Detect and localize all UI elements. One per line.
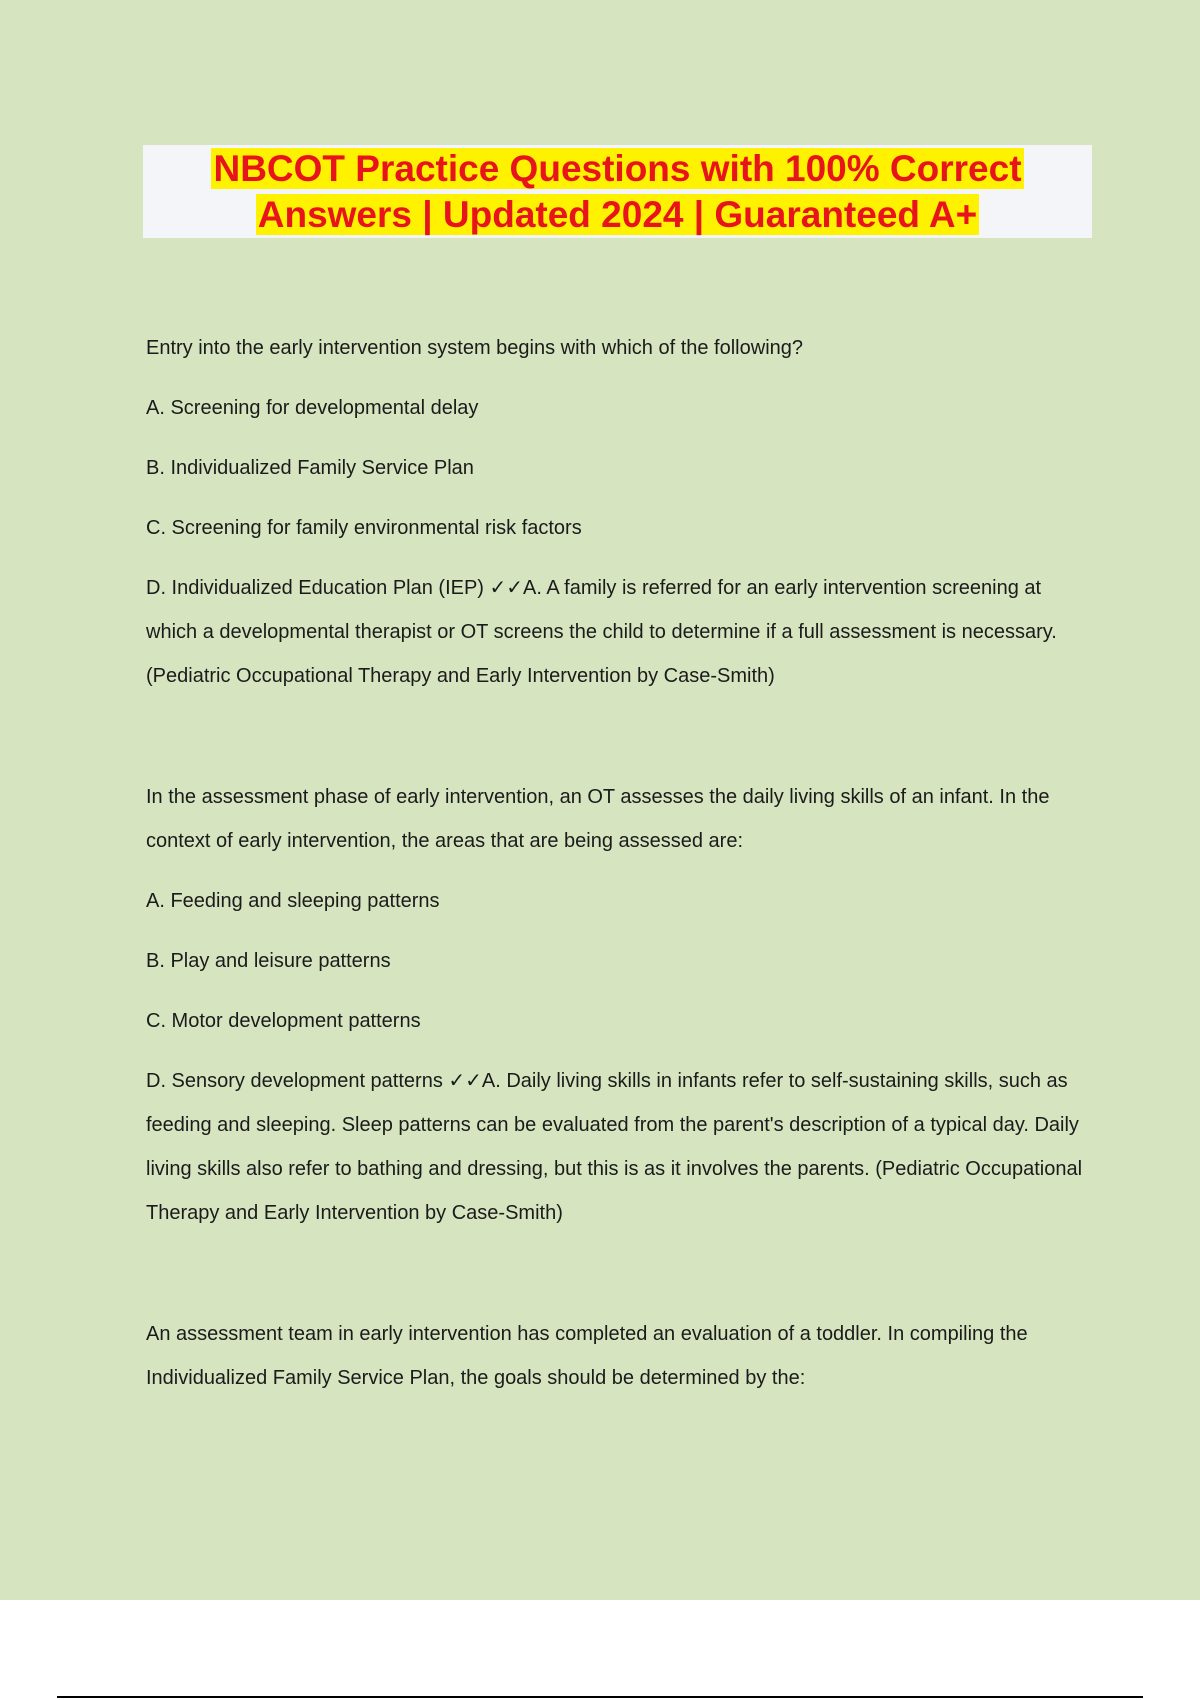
question-stem: Entry into the early intervention system begins with which of the following?	[146, 337, 804, 359]
question-stem: An assessment team in early intervention has completed an evaluation of a toddler. In compiling the Individualized Family Service Plan, the goals should be determined by the:	[146, 1323, 1028, 1389]
answer-option: B. Play and leisure patterns	[146, 950, 391, 972]
footer-rule	[57, 1696, 1143, 1698]
answer-explanation: D. Individualized Education Plan (IEP) ✓✓A. A family is referred for an early intervention screening at which a developmental therapist or OT screens the child to determine if a full assessment is necessary. (Pediatric Occupational Therapy and Early Intervention by Case-Smith)	[146, 577, 1057, 687]
question-spacer	[146, 1235, 1096, 1312]
title-box	[143, 145, 1092, 238]
title-line-1: NBCOT Practice Questions with 100% Correct	[213, 148, 1022, 189]
answer-option: B. Individualized Family Service Plan	[146, 457, 474, 479]
question-spacer	[146, 698, 1096, 775]
answer-option: C. Screening for family environmental risk factors	[146, 517, 582, 539]
question-content	[146, 326, 1096, 1400]
document-title	[143, 145, 1092, 238]
answer-option: A. Screening for developmental delay	[146, 397, 479, 419]
question-stem: In the assessment phase of early intervention, an OT assesses the daily living skills of an infant. In the context of early intervention, the areas that are being assessed are:	[146, 786, 1050, 852]
title-line-2: Answers | Updated 2024 | Guaranteed A+	[257, 194, 978, 235]
answer-option: C. Motor development patterns	[146, 1010, 421, 1032]
answer-explanation: D. Sensory development patterns ✓✓A. Daily living skills in infants refer to self-sustaining skills, such as feeding and sleeping. Sleep patterns can be evaluated from the parent's description of a typical day. Daily living skills also refer to bathing and dressing, but this is as it involves the parents. (Pediatric Occupational Therapy and Early Intervention by Case-Smith)	[146, 1070, 1083, 1224]
answer-option: A. Feeding and sleeping patterns	[146, 890, 440, 912]
